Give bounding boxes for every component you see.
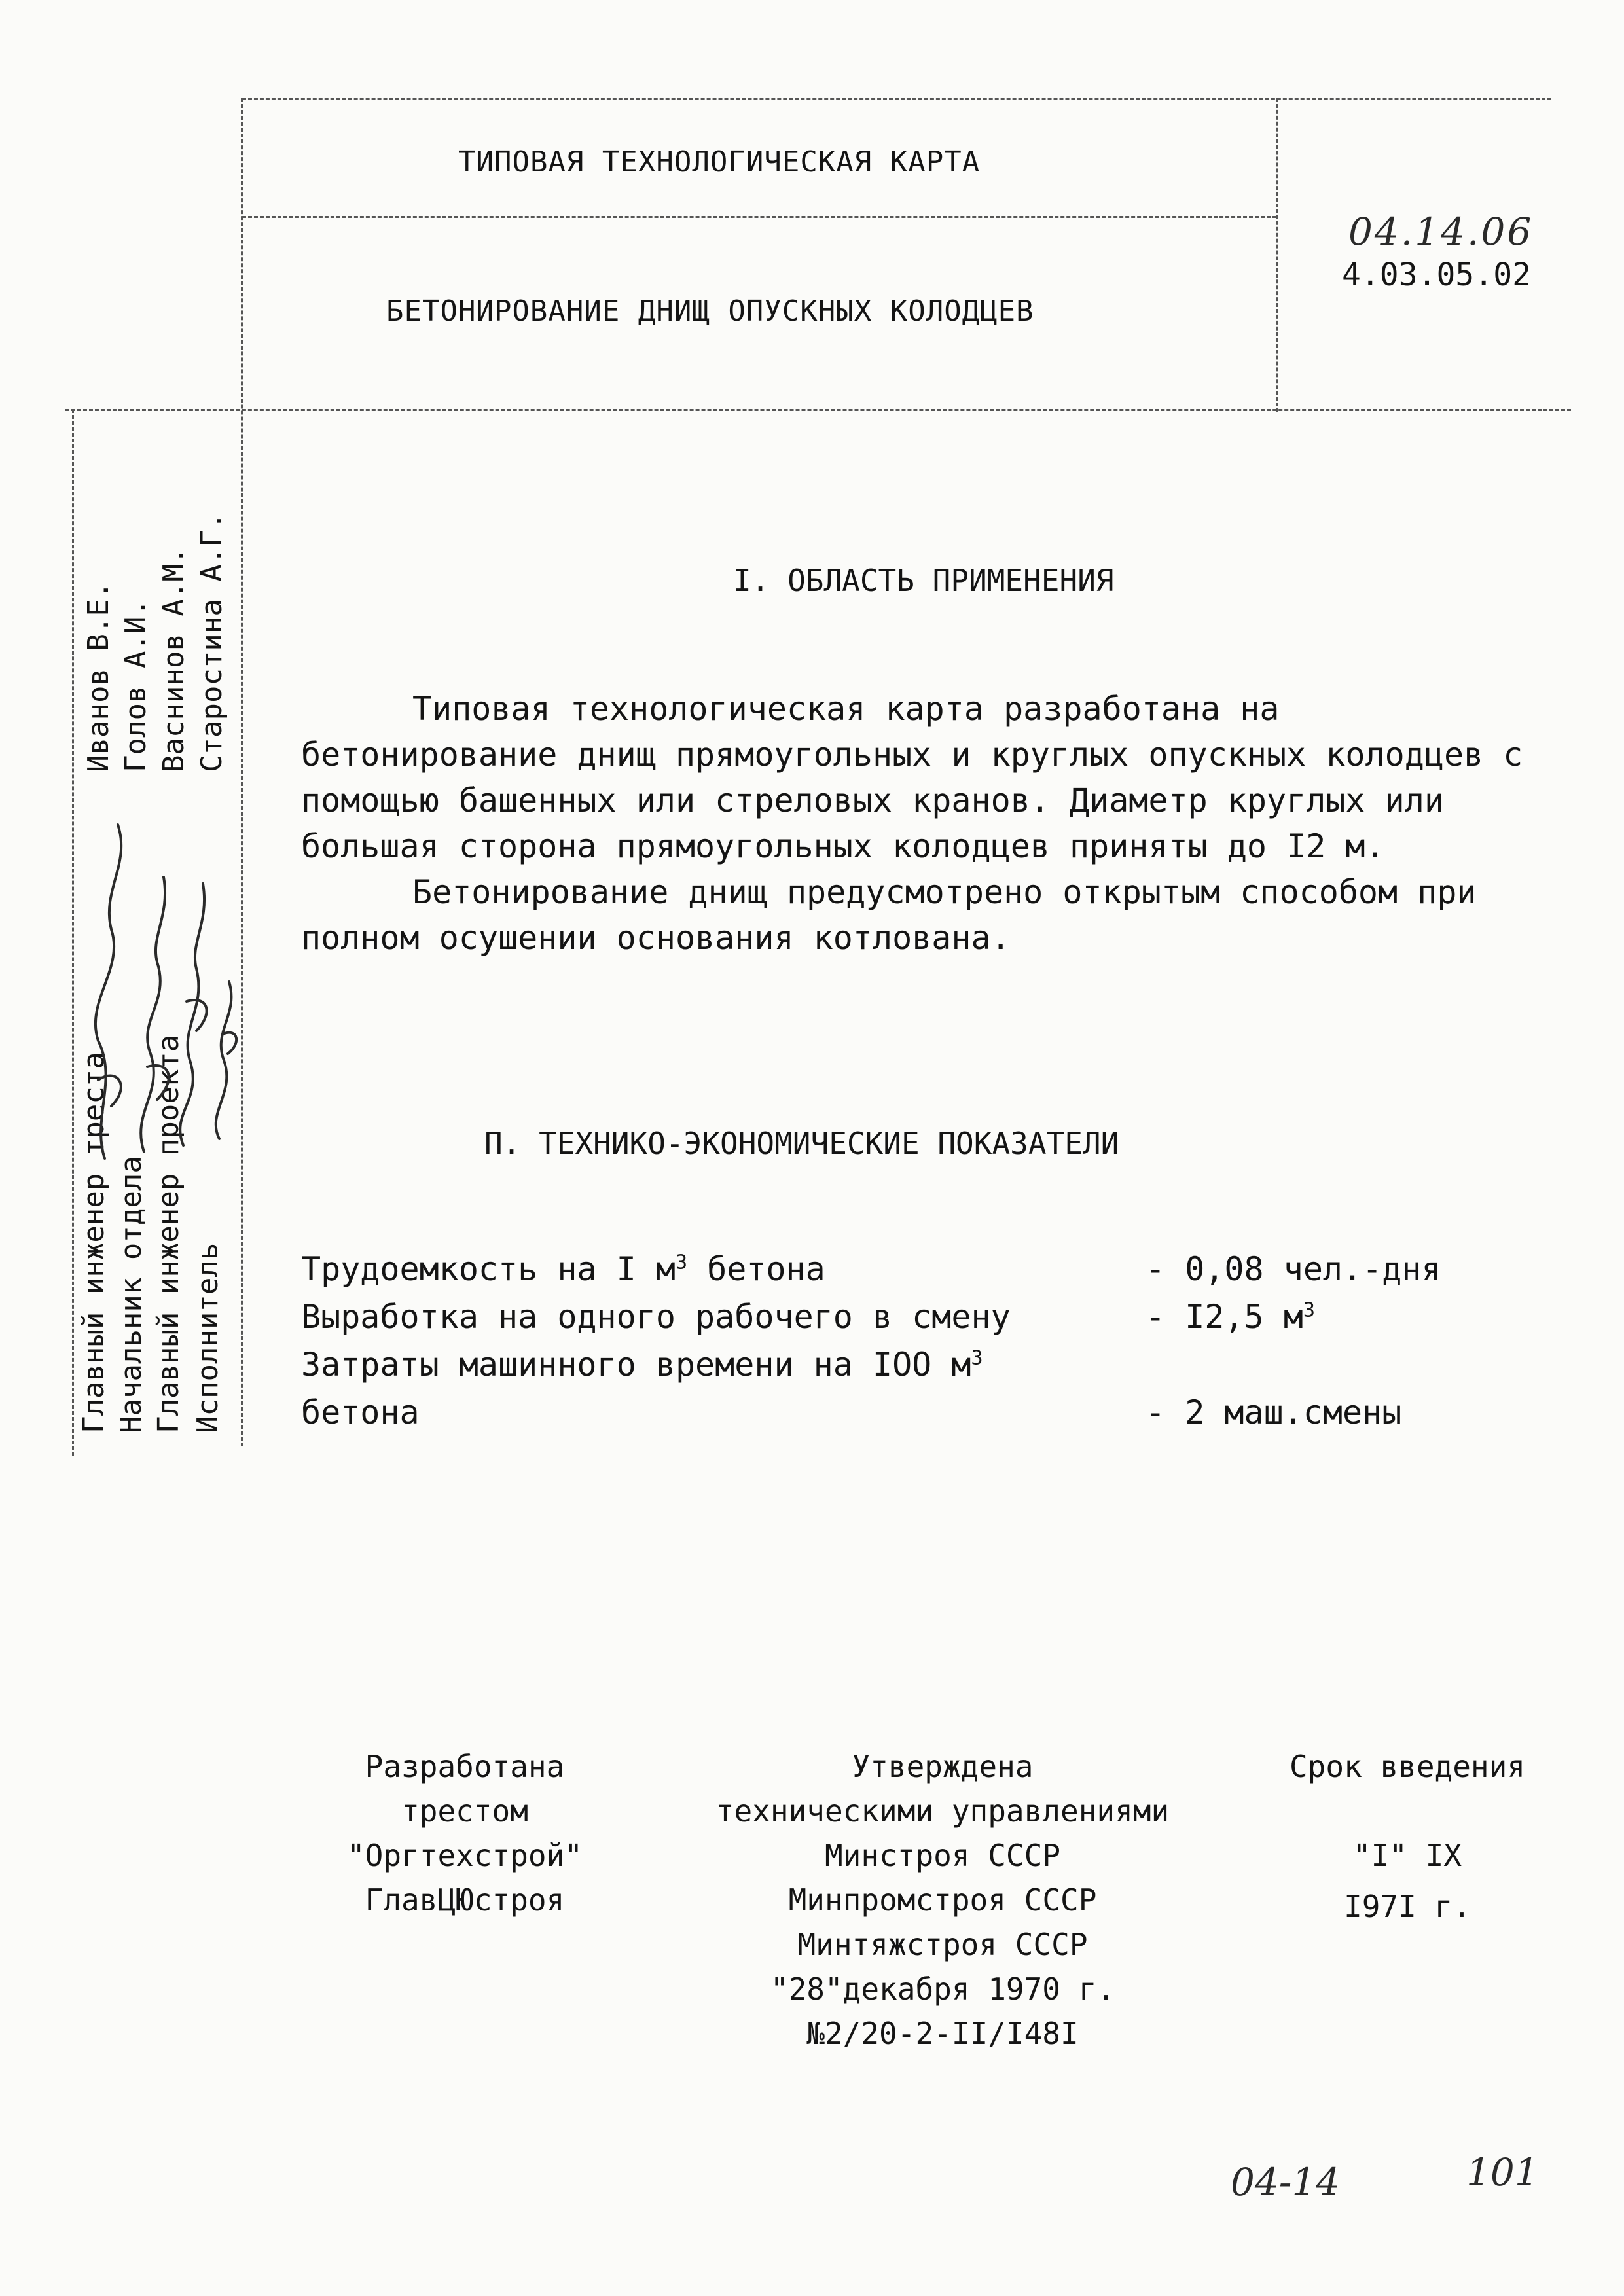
frame-middle-line bbox=[242, 216, 1276, 218]
section1-paragraph: Типовая технологическая карта разработана на бетонирование днищ прямоугольных и круглых опускных колодцев с помощью башенных или стреловых кранов. Диаметр круглых или большая сторона прямоугольных колодцев приняты до I2 м. bbox=[301, 690, 1523, 865]
frame-top-line bbox=[242, 98, 1551, 100]
indicator-machine-time-label: Затраты машинного времени на IOO $м^3$ bbox=[301, 1346, 983, 1384]
footer-approved-line: Минпромстроя СССР bbox=[788, 1882, 1097, 1918]
document-subtitle: БЕТОНИРОВАНИЕ ДНИЩ ОПУСКНЫХ КОЛОДЦЕВ bbox=[386, 295, 1034, 328]
document-title: ТИПОВАЯ ТЕХНОЛОГИЧЕСКАЯ КАРТА bbox=[458, 145, 981, 179]
position-executor: Исполнитель bbox=[191, 1242, 225, 1433]
frame-left-line bbox=[241, 98, 243, 1446]
footer-approved-line: Утверждена bbox=[852, 1749, 1034, 1784]
footer-approval-number: №2/20-2-II/I48I bbox=[806, 2016, 1079, 2051]
section1-paragraph: Бетонирование днищ предусмотрено открытым способом при полном осушении основания котлована. bbox=[301, 873, 1477, 957]
footer-developed-line: ГлавЦЮстроя bbox=[365, 1882, 565, 1918]
position-department-head: Начальник отдела bbox=[115, 1156, 148, 1433]
document-code: 4.03.05.02 bbox=[1342, 257, 1531, 293]
name-vasninov: Васнинов А.М. bbox=[157, 547, 190, 772]
name-starostina: Старостина А.Г. bbox=[195, 512, 228, 772]
indicator-output-label: Выработка на одного рабочего в смену bbox=[301, 1298, 1011, 1336]
position-chief-project-engineer: Главный инженер проекта bbox=[152, 1034, 185, 1433]
footer-developed-line: трестом bbox=[401, 1793, 528, 1829]
footer-approved-block bbox=[661, 1744, 1224, 2056]
footer-effective-block bbox=[1257, 1744, 1558, 1929]
frame-bottom-line bbox=[65, 409, 1571, 411]
frame-right-line bbox=[1276, 98, 1278, 412]
indicator-labor-intensity-value: - 0,08 чел.-дня bbox=[1146, 1250, 1441, 1288]
indicator-output-value: - I2,5 $м^3$ bbox=[1146, 1298, 1315, 1336]
document-code-handwritten: 04.14.06 bbox=[1348, 209, 1534, 254]
footer-effective-year: I97I г. bbox=[1344, 1889, 1471, 1924]
footer-developed-line: Разработана bbox=[365, 1749, 565, 1784]
name-golov: Голов А.И. bbox=[119, 599, 153, 772]
footer-developed-block bbox=[327, 1744, 602, 1922]
indicator-machine-time-label-cont: бетона bbox=[301, 1393, 420, 1431]
footer-approved-line: Минтяжстроя СССР bbox=[797, 1927, 1088, 1962]
footer-effective-line: Срок введения bbox=[1289, 1749, 1526, 1784]
footer-approval-date: "28"декабря 1970 г. bbox=[770, 1971, 1115, 2007]
indicator-labor-intensity-label: Трудоемкость на I $м^3$ бетона bbox=[301, 1250, 825, 1288]
page-mark-right: 101 bbox=[1466, 2150, 1539, 2195]
section1-body bbox=[301, 686, 1532, 961]
name-ivanov: Иванов В.Е. bbox=[82, 581, 115, 772]
indicator-machine-time-value: - 2 маш.смены bbox=[1146, 1393, 1402, 1431]
position-chief-engineer-trust: Главный инженер треста bbox=[77, 1052, 111, 1433]
section1-heading: I. ОБЛАСТЬ ПРИМЕНЕНИЯ bbox=[733, 563, 1114, 598]
footer-effective-date: "I" IX bbox=[1352, 1838, 1462, 1873]
section2-heading: П. ТЕХНИКО-ЭКОНОМИЧЕСКИЕ ПОКАЗАТЕЛИ bbox=[484, 1126, 1119, 1161]
page-mark-left: 04-14 bbox=[1231, 2160, 1341, 2204]
footer-developed-line: "Оргтехстрой" bbox=[346, 1838, 583, 1873]
signatures-image bbox=[72, 805, 242, 1172]
footer-approved-line: техническими управлениями bbox=[715, 1793, 1170, 1829]
footer-approved-line: Минстроя СССР bbox=[824, 1838, 1061, 1873]
